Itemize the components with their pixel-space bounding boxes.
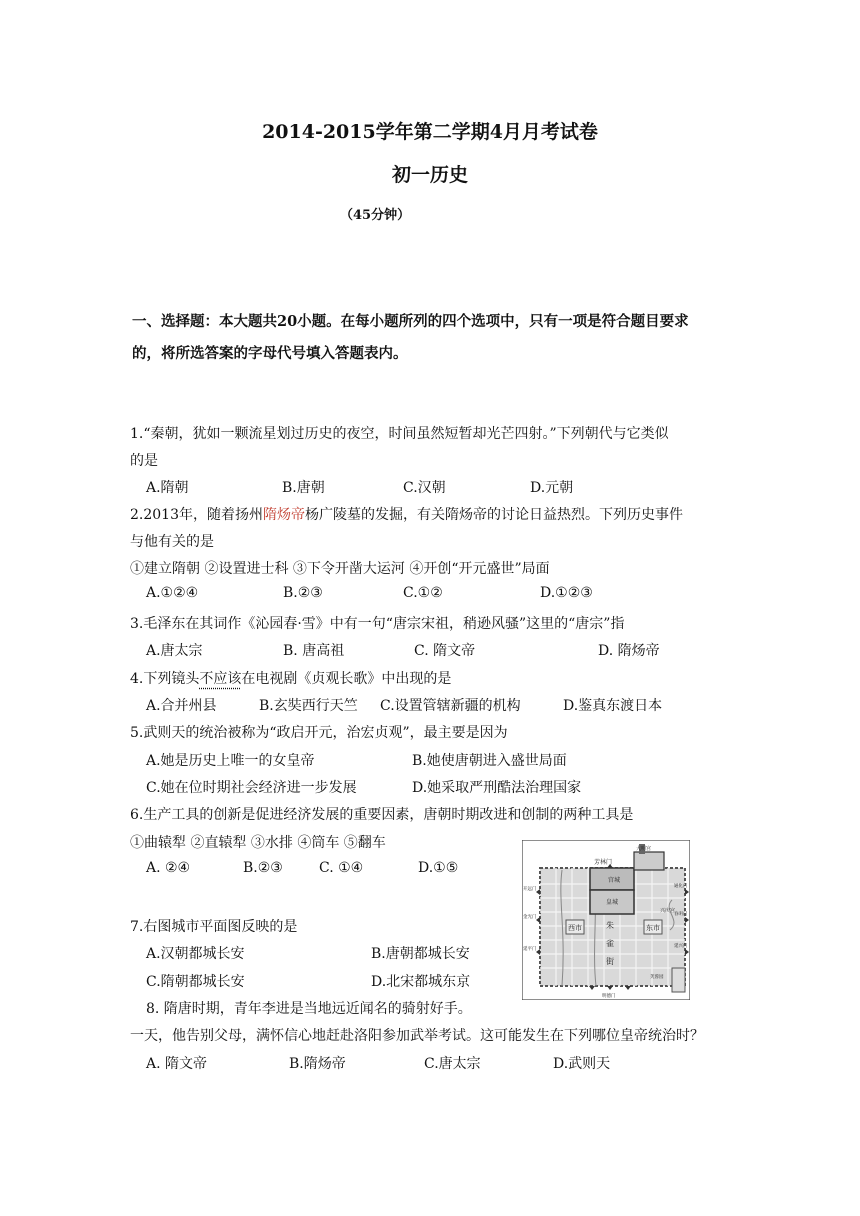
q5-option-b: B.她使唐朝进入盛世局面 [412, 753, 567, 769]
map-label-gate-e3: 延兴门 [674, 944, 688, 949]
map-label-gate-w1: 开远门 [523, 887, 537, 892]
q4-option-a: A.合并州县 [146, 698, 217, 714]
q3-option-b: B. 唐高祖 [283, 643, 345, 659]
q5-option-d: D.她采取严刑酷法治理国家 [412, 780, 582, 796]
q2-option-a: A.①②④ [146, 585, 199, 601]
q7-option-a: A.汉朝都城长安 [146, 946, 245, 962]
q1-option-b: B.唐朝 [282, 480, 325, 496]
exam-title: 2014-2015学年第二学期4月月考试卷 [262, 121, 598, 143]
map-label-xingqing: 兴庆宫 [660, 908, 676, 914]
q2-stem-highlight: 隋炀帝 [263, 507, 305, 523]
exam-subtitle: 初一历史 [391, 164, 468, 186]
q1-option-d: D.元朝 [530, 480, 574, 496]
q4-option-c: C.设置管辖新疆的机构 [380, 698, 521, 714]
q4-option-b: B.玄奘西行天竺 [259, 698, 358, 714]
map-label-street-2: 雀 [606, 939, 614, 948]
q6-option-d: D.①⑤ [418, 860, 459, 876]
map-furong-garden [672, 968, 685, 992]
q3-option-d: D. 隋炀帝 [598, 643, 660, 659]
q8-option-c: C.唐太宗 [424, 1056, 481, 1072]
q1-stem-line1: 1.“秦朝，犹如一颗流星划过历史的夜空，时间虽然短暂却光芒四射。”下列朝代与它类似 [130, 426, 669, 442]
q2-option-b: B.②③ [283, 585, 323, 601]
map-label-gate-e1: 通化门 [674, 884, 688, 889]
q8-option-b: B.隋炀帝 [289, 1056, 346, 1072]
q2-option-d: D.①②③ [540, 585, 593, 601]
map-label-palace: 宫城 [608, 877, 621, 884]
q6-option-a: A. ②④ [146, 860, 191, 876]
q5-option-a: A.她是历史上唯一的女皇帝 [146, 753, 315, 769]
map-label-street-1: 朱 [606, 921, 614, 930]
q5-option-c: C.她在位时期社会经济进一步发展 [146, 780, 357, 796]
q1-option-a: A.隋朝 [146, 480, 189, 496]
q3-stem: 3.毛泽东在其词作《沁园春·雪》中有一句“唐宗宋祖，稍逊风骚”这里的“唐宗”指 [130, 616, 625, 632]
q1-option-c: C.汉朝 [403, 480, 446, 496]
q6-option-b: B.②③ [243, 860, 283, 876]
map-label-gate-w2: 金光门 [523, 915, 537, 920]
map-label-west-market: 西市 [568, 924, 582, 932]
q7-stem: 7.右图城市平面图反映的是 [130, 919, 298, 935]
q3-option-c: C. 隋文帝 [414, 643, 476, 659]
q6-stem: 6.生产工具的创新是促进经济发展的重要因素，唐朝时期改进和创制的两种工具是 [130, 807, 634, 823]
q2-items: ①建立隋朝 ②设置进士科 ③下令开凿大运河 ④开创“开元盛世”局面 [130, 561, 550, 577]
q4-stem [130, 668, 451, 688]
q6-option-c: C. ①④ [319, 860, 364, 876]
section-heading-line2: 的，将所选答案的字母代号填入答题表内。 [132, 345, 408, 362]
q4-stem-post: 在电视剧《贞观长歌》中出现的是 [241, 671, 452, 687]
map-label-gate-top: 芳林门 [594, 859, 613, 866]
q5-stem: 5.武则天的统治被称为“政启开元，治宏贞观”，最主要是因为 [130, 725, 508, 741]
q1-stem-line2: 的是 [130, 453, 158, 469]
q4-stem-emphasis: 不应该 [199, 671, 242, 687]
q7-option-d: D.北宋都城东京 [371, 974, 471, 990]
map-label-east-market: 东市 [646, 924, 660, 932]
q7-option-b: B.唐朝都城长安 [371, 946, 470, 962]
q8-option-d: D.武则天 [553, 1056, 611, 1072]
map-label-gate-e2: 春明门 [674, 912, 688, 917]
map-label-street-3: 街 [606, 957, 614, 966]
q8-stem-line1: 8. 隋唐时期，青年李进是当地远近闻名的骑射好手。 [146, 1001, 472, 1017]
map-label-gate-w3: 延平门 [523, 947, 537, 952]
q2-stem-line2: 与他有关的是 [130, 534, 214, 550]
q2-stem-line1 [130, 504, 683, 524]
q2-option-c: C.①② [403, 585, 443, 601]
q4-stem-pre: 4.下列镜头 [130, 671, 200, 687]
map-label-daming: 大明宫 [636, 846, 652, 852]
map-label-imperial: 皇城 [606, 899, 619, 906]
q2-stem-post: 杨广陵墓的发掘，有关隋炀帝的讨论日益热烈。下列历史事件 [305, 507, 683, 523]
q8-stem-line2: 一天，他告别父母，满怀信心地赶赴洛阳参加武举考试。这可能发生在下列哪位皇帝统治时？ [130, 1028, 704, 1044]
map-daming-palace [634, 852, 664, 870]
q7-option-c: C.隋朝都城长安 [146, 974, 245, 990]
section-heading-line1: 一、选择题：本大题共20小题。在每小题所列的四个选项中，只有一项是符合题目要求 [132, 313, 689, 330]
q8-option-a: A. 隋文帝 [146, 1056, 208, 1072]
exam-duration: （45分钟） [340, 208, 411, 223]
map-label-gate-south: 明德门 [602, 994, 616, 999]
q4-option-d: D.鉴真东渡日本 [563, 698, 663, 714]
q2-stem-pre: 2.2013年，随着扬州 [130, 507, 263, 523]
city-plan-map [522, 840, 690, 1000]
q3-option-a: A.唐太宗 [146, 643, 203, 659]
map-label-furong: 芙蓉园 [650, 975, 664, 980]
q6-items: ①曲辕犁 ②直辕犁 ③水排 ④筒车 ⑤翻车 [130, 835, 386, 851]
